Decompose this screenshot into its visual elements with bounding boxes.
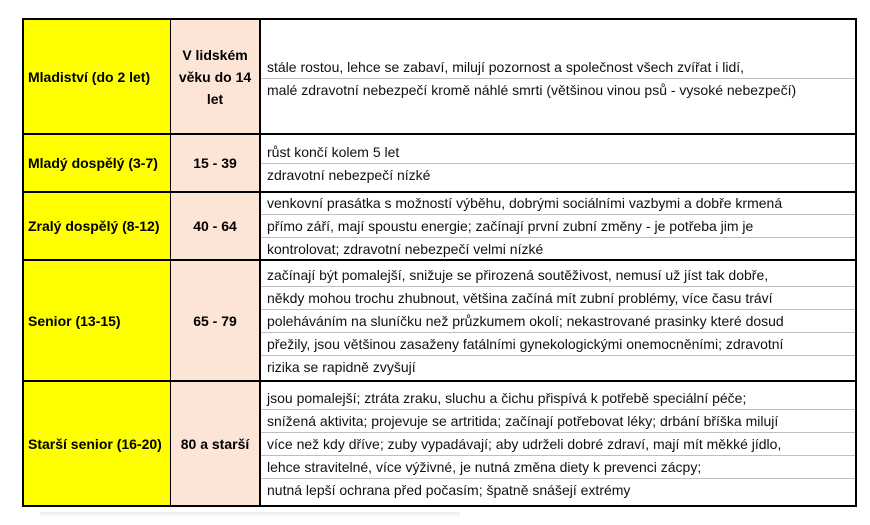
guinea-pig-age-table (22, 18, 857, 507)
description-line: poleháváním na sluníčku než průzkumem okolí; nekastrované prasinky které dosud (261, 310, 855, 333)
stage-label: Senior (13-15) (28, 312, 121, 329)
description-line: kontrolovat; zdravotní nebezpečí velmi nízké (267, 241, 544, 257)
description-line: nutná lepší ochrana před počasím; špatně snášejí extrémy (267, 481, 631, 498)
description-line: přežily, jsou většinou zasaženy fatálními gynekologickými onemocněními; zdravotní (261, 333, 855, 356)
description-line: rizika se rapidně zvyšují (267, 358, 416, 375)
human-age-label: 65 - 79 (193, 312, 237, 329)
description-cell (261, 135, 855, 193)
human-age-label: 80 a starší (180, 435, 250, 452)
description-line: jsou pomalejší; ztráta zraku, sluchu a čichu přispívá k potřebě speciální péče; (261, 387, 855, 410)
description-line: přímo září, mají spoustu energie; začínají první zubní změny - je potřeba jim je (261, 215, 855, 238)
description-line: lehce stravitelné, více výživné, je nutná změna diety k prevenci zácpy; (261, 456, 855, 479)
stage-cell (24, 135, 171, 193)
stage-label: Starší senior (16-20) (28, 435, 162, 452)
human-age-cell (171, 135, 261, 193)
stage-cell (24, 193, 171, 261)
human-age-cell (171, 193, 261, 261)
stage-cell (24, 20, 171, 135)
description-cell (261, 261, 855, 382)
human-age-label: 15 - 39 (193, 155, 237, 171)
stage-cell (24, 261, 171, 382)
human-age-label: 40 - 64 (193, 218, 237, 234)
stage-cell (24, 382, 171, 505)
page-shadow (40, 512, 460, 518)
description-line: někdy mohou trochu zhubnout, většina začíná mít zubní problémy, více času tráví (261, 287, 855, 310)
description-cell (261, 382, 855, 505)
stage-label: Mladý dospělý (3-7) (28, 155, 158, 171)
description-line: venkovní prasátka s možností výběhu, dobrými sociálními vazbymi a dobře krmená (261, 192, 855, 215)
description-line: stále rostou, lehce se zabaví, milují pozornost a společnost všech zvířat i lidí, (261, 56, 855, 79)
description-line: více než kdy dříve; zuby vypadávají; aby udrželi dobré zdraví, mají mít měkké jídlo, (261, 433, 855, 456)
human-age-cell (171, 382, 261, 505)
description-cell (261, 20, 855, 135)
human-age-cell (171, 20, 261, 135)
human-age-label: V lidském věku do 14 let (178, 46, 252, 107)
description-line: snížená aktivita; projevuje se artritida; začínají potřebovat léky; drbání bříška milují (261, 410, 855, 433)
description-line: zdravotní nebezpečí nízké (267, 166, 431, 183)
description-line: malé zdravotní nebezpečí kromě náhlé smrti (většinou vinou psů - vysoké nebezpečí) (267, 82, 797, 98)
description-line: růst končí kolem 5 let (261, 141, 855, 164)
description-cell (261, 193, 855, 261)
stage-label: Zralý dospělý (8-12) (28, 218, 160, 234)
stage-label: Mladiství (do 2 let) (28, 68, 151, 85)
human-age-cell (171, 261, 261, 382)
description-line: začínají být pomalejší, snižuje se přirozená soutěživost, nemusí už jíst tak dobře, (261, 264, 855, 287)
